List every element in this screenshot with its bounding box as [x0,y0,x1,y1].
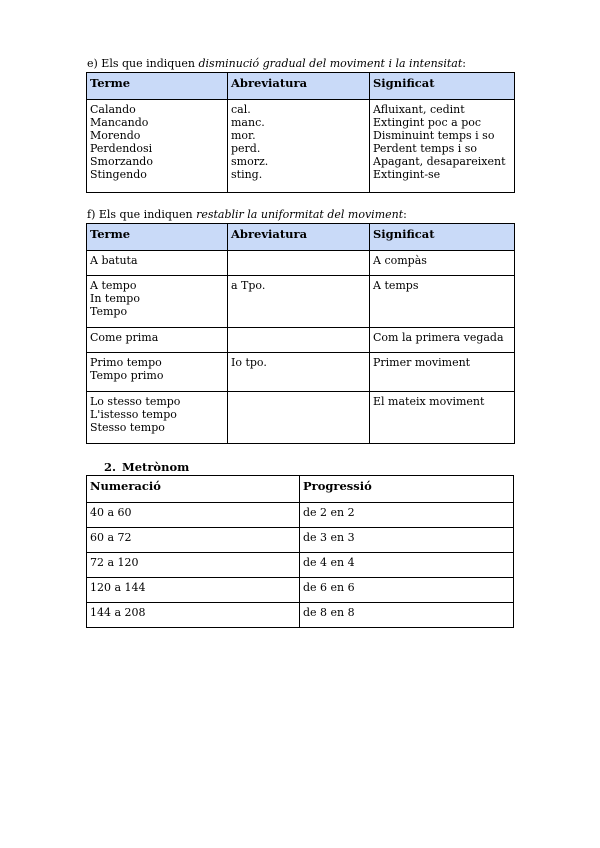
header-terme: Terme [87,73,228,100]
section-e-table [86,72,515,193]
significat-line: A temps [373,279,419,292]
significat-line: El mateix moviment [373,395,485,408]
significat-line: Afluixant, cedint [373,103,465,116]
table-row [87,328,515,353]
terme-line: A batuta [90,254,138,267]
significat-line: A compàs [373,254,427,267]
abreviatura-line: perd. [231,142,261,155]
cell-abreviatura [228,328,370,353]
abreviatura-line: sting. [231,168,263,181]
section-e-emphasis: disminució gradual del moviment i la intensitat [198,57,463,70]
table-row [87,100,515,193]
cell-numeracio: 72 a 120 [87,553,300,578]
abreviatura-line: smorz. [231,155,269,168]
cell-numeracio: 40 a 60 [87,503,300,528]
header-significat: Significat [370,224,515,251]
table-row [87,603,514,628]
table-header-row [87,476,514,503]
cell-progressio: de 2 en 2 [300,503,514,528]
terme-line: Come prima [90,331,159,344]
abreviatura-line: mor. [231,129,256,142]
cell-abreviatura [228,251,370,276]
metronom-number: 2. [104,460,117,474]
terme-line: L'istesso tempo [90,408,177,421]
terme-line: Lo stesso tempo [90,395,181,408]
metronom-title: Metrònom [122,460,190,474]
cell-significat [370,328,515,353]
section-f-emphasis: restablir la uniformitat del moviment [196,208,404,221]
table-row [87,528,514,553]
abreviatura-line: cal. [231,103,251,116]
terme-line: Stesso tempo [90,421,165,434]
terme-line: Mancando [90,116,149,129]
table-header-row [87,224,515,251]
terme-line: A tempo [90,279,137,292]
terme-line: Tempo [90,305,128,318]
cell-progressio: de 6 en 6 [300,578,514,603]
header-abreviatura: Abreviatura [228,73,370,100]
terme-line: Primo tempo [90,356,162,369]
cell-terme [87,100,228,193]
section-e-prefix: e) Els que indiquen [87,57,199,70]
significat-line: Primer moviment [373,356,471,369]
abreviatura-line: Io tpo. [231,356,267,369]
section-f-table [86,223,515,444]
cell-terme [87,251,228,276]
header-significat: Significat [370,73,515,100]
table-header-row [87,73,515,100]
header-terme: Terme [87,224,228,251]
table-row [87,353,515,392]
table-row [87,503,514,528]
terme-line: Smorzando [90,155,153,168]
cell-abreviatura [228,100,370,193]
cell-abreviatura [228,392,370,444]
cell-terme [87,328,228,353]
abreviatura-line: manc. [231,116,265,129]
significat-line: Extingint poc a poc [373,116,482,129]
significat-line: Disminuint temps i so [373,129,495,142]
terme-line: Tempo primo [90,369,164,382]
significat-line: Extingint-se [373,168,441,181]
header-progressio: Progressió [300,476,514,503]
cell-terme [87,392,228,444]
cell-abreviatura [228,276,370,328]
section-f-intro [87,208,407,221]
cell-numeracio: 60 a 72 [87,528,300,553]
cell-significat [370,392,515,444]
cell-significat [370,276,515,328]
significat-line: Perdent temps i so [373,142,478,155]
abreviatura-line: a Tpo. [231,279,266,292]
cell-progressio: de 4 en 4 [300,553,514,578]
metronom-table [86,475,514,628]
table-row [87,276,515,328]
cell-numeracio: 144 a 208 [87,603,300,628]
section-f-prefix: f) Els que indiquen [87,208,197,221]
cell-progressio: de 3 en 3 [300,528,514,553]
cell-significat [370,251,515,276]
cell-terme [87,353,228,392]
section-e-intro [87,57,466,70]
table-row [87,578,514,603]
cell-significat [370,100,515,193]
table-row [87,553,514,578]
metronom-heading [104,460,189,474]
cell-progressio: de 8 en 8 [300,603,514,628]
header-numeracio: Numeració [87,476,300,503]
terme-line: In tempo [90,292,140,305]
terme-line: Perdendosi [90,142,153,155]
cell-numeracio: 120 a 144 [87,578,300,603]
table-row [87,251,515,276]
table-row [87,392,515,444]
section-e-suffix: : [462,57,466,70]
terme-line: Morendo [90,129,141,142]
terme-line: Stingendo [90,168,147,181]
cell-abreviatura [228,353,370,392]
cell-terme [87,276,228,328]
header-abreviatura: Abreviatura [228,224,370,251]
cell-significat [370,353,515,392]
terme-line: Calando [90,103,136,116]
significat-line: Com la primera vegada [373,331,504,344]
section-f-suffix: : [403,208,407,221]
significat-line: Apagant, desapareixent [373,155,506,168]
